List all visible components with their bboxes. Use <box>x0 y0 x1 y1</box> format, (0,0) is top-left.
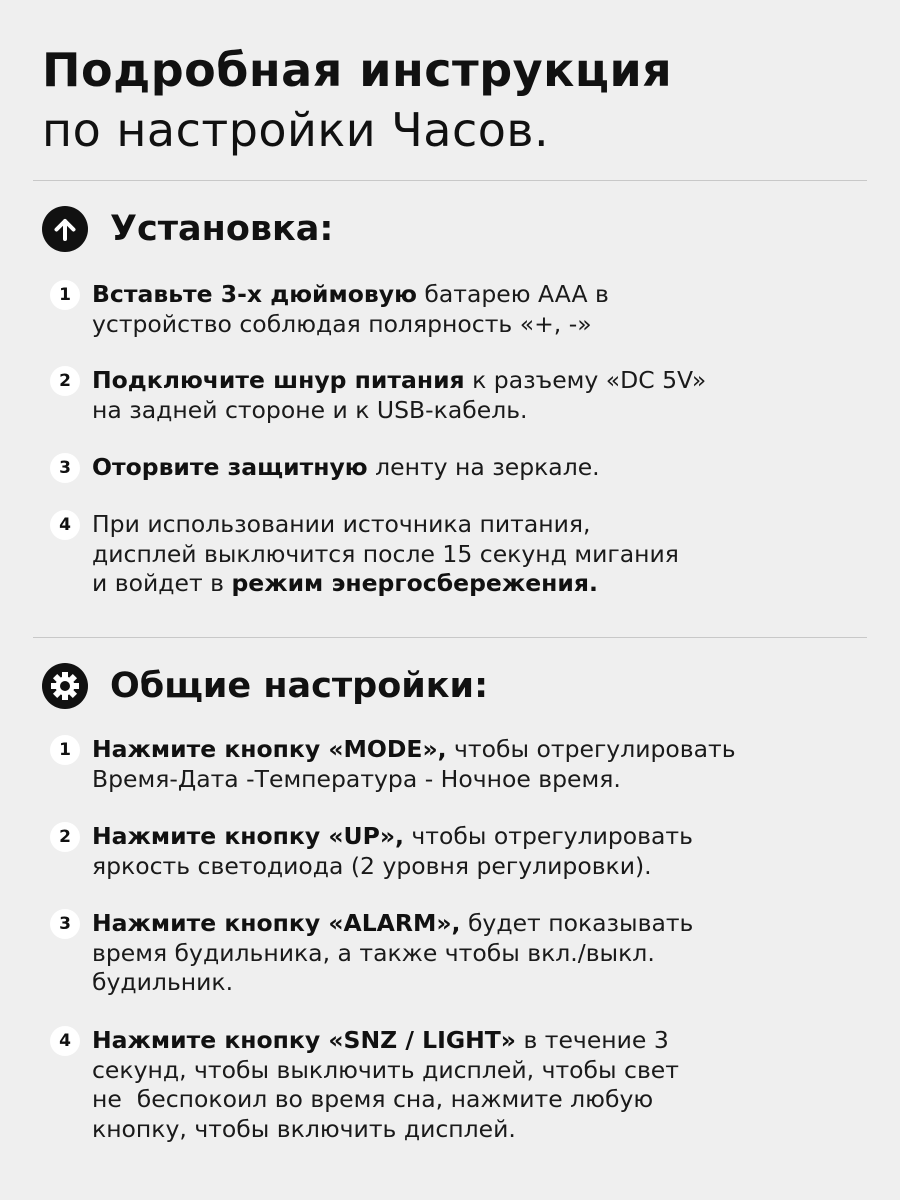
step-emphasis: Нажмите кнопку «UP», <box>92 822 404 850</box>
arrow-up-circle-icon <box>42 206 88 252</box>
step-text-line: время будильника, а также чтобы вкл./выкл. <box>92 938 655 967</box>
step-emphasis: Нажмите кнопку «MODE», <box>92 735 447 763</box>
step-text-line: При использовании источника питания, <box>92 510 591 538</box>
step-text <box>92 1026 862 1144</box>
section-header-installation <box>42 206 333 252</box>
step-emphasis: режим энергосбережения. <box>231 569 598 597</box>
list-item <box>50 735 862 794</box>
step-text <box>92 822 862 881</box>
list-item <box>50 280 862 339</box>
step-emphasis: Подключите шнур питания <box>92 366 465 394</box>
step-text <box>92 510 862 599</box>
step-number-badge: 2 <box>50 822 80 852</box>
list-item <box>50 366 862 425</box>
step-number-badge: 1 <box>50 280 80 310</box>
step-text-line: на задней стороне и к USB-кабель. <box>92 395 528 424</box>
step-text-line: чтобы отрегулировать <box>403 822 693 850</box>
step-text <box>92 280 862 339</box>
step-text-line: дисплей выключится после 15 секунд мигания <box>92 539 679 568</box>
step-text <box>92 735 862 794</box>
step-text-line: Время-Дата -Температура - Ночное время. <box>92 764 621 793</box>
step-text-line: будет показывать <box>460 909 694 937</box>
step-text-line: чтобы отрегулировать <box>446 735 736 763</box>
step-text-line: не беспокоил во время сна, нажмите любую <box>92 1085 654 1113</box>
step-text-line: яркость светодиода (2 уровня регулировки). <box>92 851 652 880</box>
title-line-2: по настройки Часов. <box>42 103 550 157</box>
step-text <box>92 453 862 483</box>
divider <box>33 180 867 181</box>
step-number-badge: 3 <box>50 909 80 939</box>
step-number-badge: 4 <box>50 1026 80 1056</box>
list-item <box>50 453 862 483</box>
step-emphasis: Нажмите кнопку «SNZ / LIGHT» <box>92 1026 516 1054</box>
step-text-line: и войдет в <box>92 569 232 597</box>
section-header-general-settings <box>42 663 488 709</box>
step-text-line: в течение 3 <box>516 1026 669 1054</box>
section-title: Общие настройки: <box>110 666 489 706</box>
page-title <box>42 40 672 160</box>
step-text-line: будильник. <box>92 968 234 996</box>
section-title: Установка: <box>110 209 334 249</box>
step-number-badge: 2 <box>50 366 80 396</box>
step-number-badge: 4 <box>50 510 80 540</box>
title-line-1: Подробная инструкция <box>42 43 673 97</box>
step-text-line: к разъему «DC 5V» <box>464 366 707 394</box>
gear-icon <box>42 663 88 709</box>
step-emphasis: Вставьте 3-х дюймовую <box>92 280 417 308</box>
step-text <box>92 909 862 998</box>
list-item <box>50 822 862 881</box>
step-number-badge: 1 <box>50 735 80 765</box>
step-number-badge: 3 <box>50 453 80 483</box>
step-text-line: устройство соблюдая полярность «+, -» <box>92 309 592 338</box>
step-text <box>92 366 862 425</box>
step-text-line: кнопку, чтобы включить дисплей. <box>92 1114 516 1143</box>
list-item <box>50 909 862 998</box>
list-item <box>50 510 862 599</box>
list-item <box>50 1026 862 1144</box>
divider <box>33 637 867 638</box>
step-text-line: батарею AAA в <box>416 280 609 308</box>
step-emphasis: Оторвите защитную <box>92 453 368 481</box>
step-emphasis: Нажмите кнопку «ALARM», <box>92 909 461 937</box>
step-text-line: секунд, чтобы выключить дисплей, чтобы свет <box>92 1055 679 1084</box>
step-text-line: ленту на зеркале. <box>367 453 600 481</box>
